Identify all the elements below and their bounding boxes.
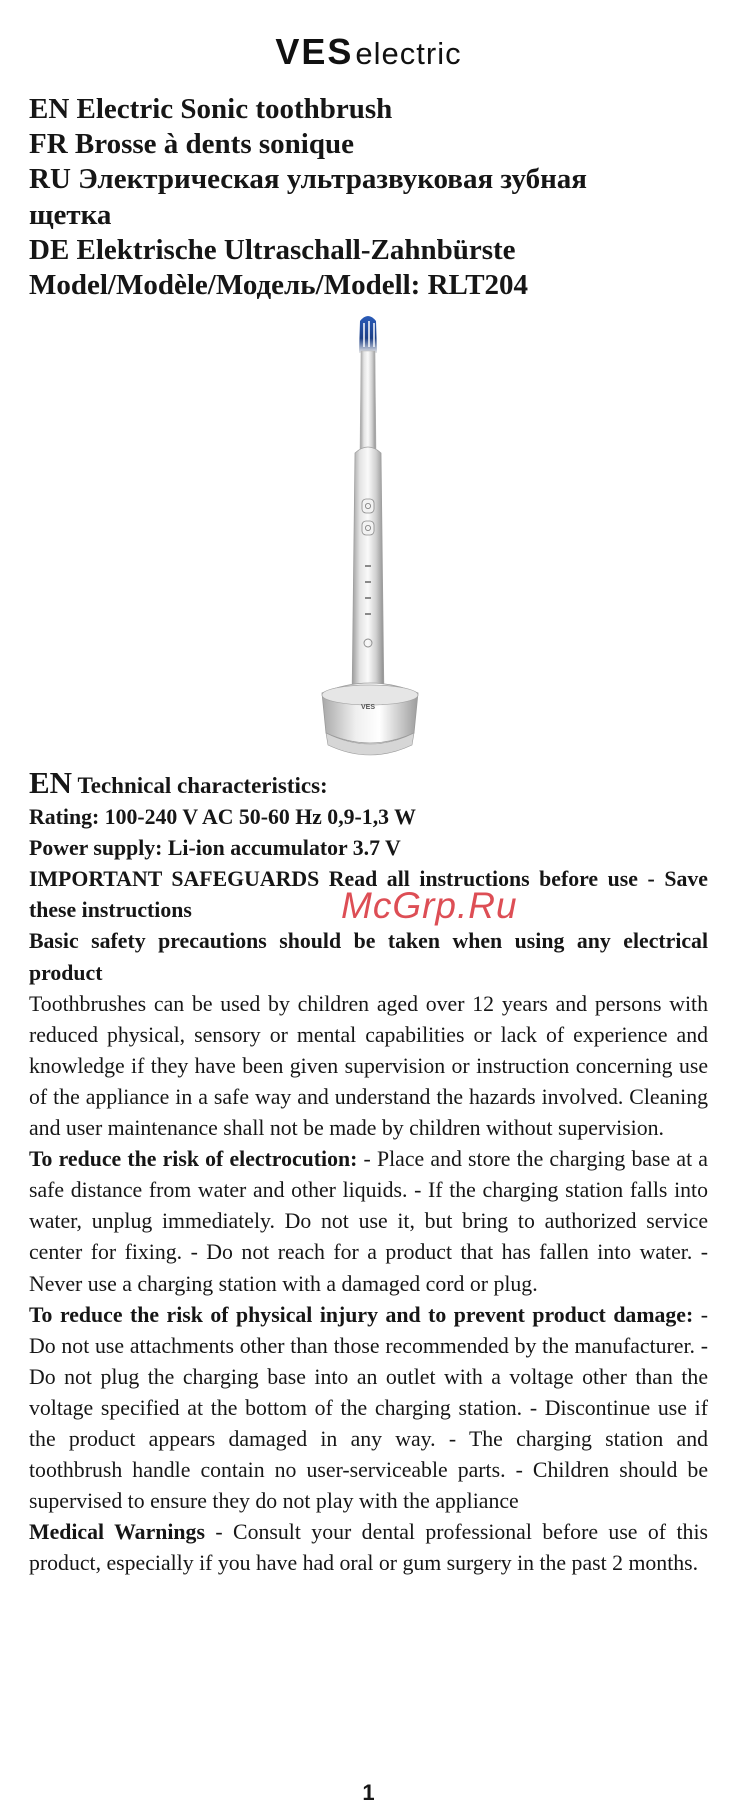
product-label: VES xyxy=(360,704,376,711)
children-paragraph: Toothbrushes can be used by children aged over 12 years and persons with reduced physical, sensory or mental capabilities or lack of experience and knowledge if they have been given supervision or instruction concerning use of the appliance in a safe way and understand the hazards involved. Cleaning and user maintenance shall not be made by children without supervision. xyxy=(29,991,708,1141)
toothbrush-image xyxy=(300,313,440,773)
title-de: DE Elektrische Ultraschall-Zahnbürste xyxy=(29,233,516,266)
tech-heading xyxy=(29,767,708,802)
title-model: Model/Modèle/Модель/Modell: RLT204 xyxy=(29,269,529,302)
title-ru-line1: RU Электрическая ультразвуковая зубная xyxy=(29,163,587,196)
logo-brand: VES xyxy=(275,31,354,72)
injury-text: - Do not use attachments other than those recommended by the manufacturer. - Do not plug the charging base into an outlet with a voltage other than the voltage specified at the bottom of the charging station. - Discontinue use if the product appears damaged in any way. - The charging station and toothbrush handle contain no user-serviceable parts. - Children should be supervised to ensure they do not play with the appliance xyxy=(29,1302,708,1514)
lang-code-en: EN xyxy=(29,765,73,800)
title-fr: FR Brosse à dents sonique xyxy=(29,128,354,161)
safeguards-line: IMPORTANT SAFEGUARDS Read all instructions before use - Save these instructions xyxy=(29,867,708,923)
title-en: EN Electric Sonic toothbrush xyxy=(29,93,393,125)
medical-heading: Medical Warnings xyxy=(29,1520,205,1545)
basic-safety-line: Basic safety precautions should be taken when using any electrical product xyxy=(29,929,708,985)
injury-heading: To reduce the risk of physical injury and to prevent product damage: xyxy=(29,1302,694,1327)
title-ru-line2: щетка xyxy=(29,198,112,231)
injury-paragraph xyxy=(29,1300,708,1518)
watermark: McGrp.Ru xyxy=(341,885,518,926)
tech-heading-text: Technical characteristics: xyxy=(77,773,328,798)
medical-text: - Consult your dental professional before use of this product, especially if you have had oral or gum surgery in the past 2 months. xyxy=(29,1520,708,1576)
electrocution-paragraph xyxy=(29,1144,708,1299)
title-block xyxy=(29,92,719,303)
medical-paragraph xyxy=(29,1517,708,1579)
power-line: Power supply: Li-ion accumulator 3.7 V xyxy=(29,836,401,861)
brand-logo xyxy=(0,31,737,72)
page-number: 1 xyxy=(362,1780,375,1805)
electrocution-text: - Place and store the charging base at a safe distance from water and other liquids. - If the charging station falls into water, unplug immediately. Do not use it, but bring to authorized service center for fixing. - Do not reach for a product that has fallen into water. - Never use a charging station with a damaged cord or plug. xyxy=(29,1147,708,1296)
logo-sub: electric xyxy=(355,36,462,71)
toothbrush-illustration xyxy=(300,313,440,773)
rating-line: Rating: 100-240 V AC 50-60 Hz 0,9-1,3 W xyxy=(29,805,416,830)
electrocution-heading: To reduce the risk of electrocution: xyxy=(29,1147,358,1172)
